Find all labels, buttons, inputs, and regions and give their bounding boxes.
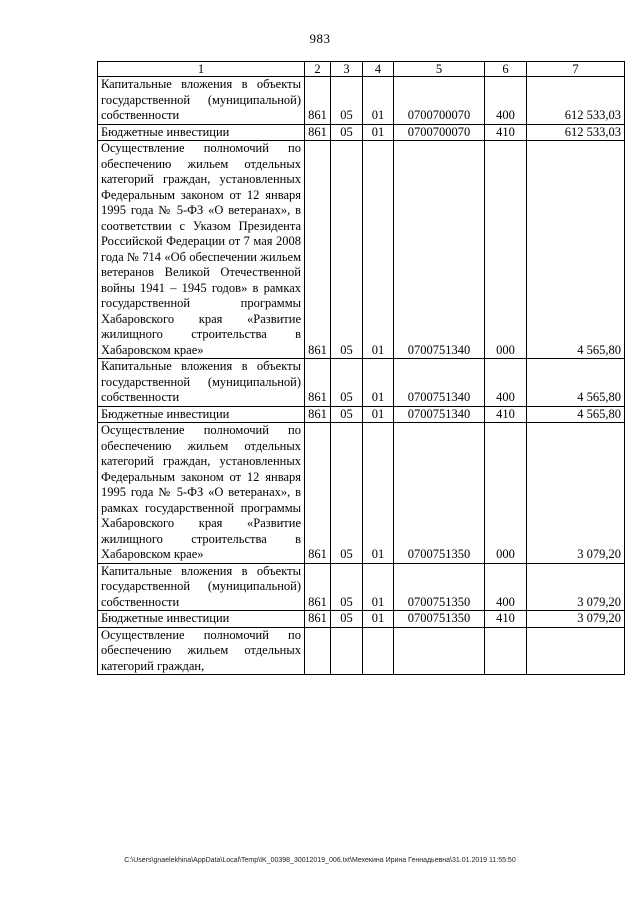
cell-target-article: 0700751350 <box>394 611 485 628</box>
cell-expense-type: 000 <box>485 423 527 564</box>
cell-target-article: 0700751340 <box>394 141 485 359</box>
table-row <box>98 563 625 611</box>
cell-code: 861 <box>305 141 331 359</box>
cell-section: 05 <box>331 406 363 423</box>
table-row <box>98 77 625 125</box>
cell-code: 861 <box>305 406 331 423</box>
cell-code: 861 <box>305 423 331 564</box>
cell-section: 05 <box>331 77 363 125</box>
cell-amount: 4 565,80 <box>527 406 625 423</box>
cell-expense-type: 410 <box>485 406 527 423</box>
cell-expense-type <box>485 627 527 675</box>
cell-expense-type: 410 <box>485 611 527 628</box>
budget-table <box>97 61 625 675</box>
column-header: 5 <box>394 62 485 77</box>
cell-amount: 612 533,03 <box>527 124 625 141</box>
column-header: 3 <box>331 62 363 77</box>
cell-section <box>331 627 363 675</box>
row-description: Капитальные вложения в объекты государственной (муниципальной) собственности <box>98 563 305 611</box>
cell-amount: 612 533,03 <box>527 77 625 125</box>
table-row-continued <box>98 627 625 675</box>
row-description: Осуществление полномочий по обеспечению жильем отдельных категорий граждан, установленных Федеральным законом от 12 января 1995 года № 5-ФЗ «О ветеранах», в рамках государственной программы Хабаровского края «Развитие жилищного строительства в Хабаровском крае» <box>98 423 305 564</box>
table-row <box>98 406 625 423</box>
cell-subsection: 01 <box>363 611 394 628</box>
cell-code: 861 <box>305 563 331 611</box>
cell-section: 05 <box>331 124 363 141</box>
table-row <box>98 611 625 628</box>
table-row <box>98 423 625 564</box>
cell-section: 05 <box>331 359 363 407</box>
page-number: 983 <box>309 31 331 46</box>
cell-subsection <box>363 627 394 675</box>
column-header: 7 <box>527 62 625 77</box>
column-header: 6 <box>485 62 527 77</box>
document-footer-path: C:\Users\gnaelekhina\AppData\Local\Temp\IK_00398_30012019_006.txt\Мехекина Ирина Геннадьевна\31.01.2019 11:55:50 <box>124 857 516 864</box>
cell-section: 05 <box>331 423 363 564</box>
cell-target-article <box>394 627 485 675</box>
cell-amount <box>527 627 625 675</box>
cell-target-article: 0700700070 <box>394 77 485 125</box>
cell-target-article: 0700751350 <box>394 423 485 564</box>
cell-subsection: 01 <box>363 406 394 423</box>
cell-subsection: 01 <box>363 359 394 407</box>
table-row <box>98 141 625 359</box>
column-header: 1 <box>98 62 305 77</box>
cell-subsection: 01 <box>363 141 394 359</box>
cell-amount: 3 079,20 <box>527 563 625 611</box>
cell-section: 05 <box>331 611 363 628</box>
row-description: Капитальные вложения в объекты государственной (муниципальной) собственности <box>98 359 305 407</box>
row-description: Бюджетные инвестиции <box>98 406 305 423</box>
cell-amount: 3 079,20 <box>527 611 625 628</box>
cell-expense-type: 000 <box>485 141 527 359</box>
cell-target-article: 0700751350 <box>394 563 485 611</box>
cell-code: 861 <box>305 124 331 141</box>
row-description: Бюджетные инвестиции <box>98 611 305 628</box>
cell-expense-type: 400 <box>485 563 527 611</box>
cell-subsection: 01 <box>363 563 394 611</box>
cell-code: 861 <box>305 611 331 628</box>
cell-code <box>305 627 331 675</box>
cell-section: 05 <box>331 563 363 611</box>
row-description: Осуществление полномочий по обеспечению жильем отдельных категорий граждан, установленных Федеральным законом от 12 января 1995 года № 5-ФЗ «О ветеранах», в соответствии с Указом Президента Российской Федерации от 7 мая 2008 года № 714 «Об обеспечении жильем ветеранов Великой Отечественной войны 1941 – 1945 годов» в рамках государственной программы Хабаровского края «Развитие жилищного строительства в Хабаровском крае» <box>98 141 305 359</box>
cell-expense-type: 400 <box>485 359 527 407</box>
cell-code: 861 <box>305 77 331 125</box>
cell-subsection: 01 <box>363 124 394 141</box>
cell-subsection: 01 <box>363 77 394 125</box>
cell-target-article: 0700751340 <box>394 359 485 407</box>
table-row <box>98 359 625 407</box>
cell-amount: 3 079,20 <box>527 423 625 564</box>
cell-expense-type: 400 <box>485 77 527 125</box>
cell-expense-type: 410 <box>485 124 527 141</box>
table-row <box>98 124 625 141</box>
cell-target-article: 0700751340 <box>394 406 485 423</box>
cell-code: 861 <box>305 359 331 407</box>
row-description: Осуществление полномочий по обеспечению жильем отдельных категорий граждан, <box>98 627 305 675</box>
column-header: 2 <box>305 62 331 77</box>
table-header-row <box>98 62 625 77</box>
cell-target-article: 0700700070 <box>394 124 485 141</box>
cell-subsection: 01 <box>363 423 394 564</box>
column-header: 4 <box>363 62 394 77</box>
cell-amount: 4 565,80 <box>527 359 625 407</box>
cell-amount: 4 565,80 <box>527 141 625 359</box>
cell-section: 05 <box>331 141 363 359</box>
row-description: Капитальные вложения в объекты государственной (муниципальной) собственности <box>98 77 305 125</box>
row-description: Бюджетные инвестиции <box>98 124 305 141</box>
